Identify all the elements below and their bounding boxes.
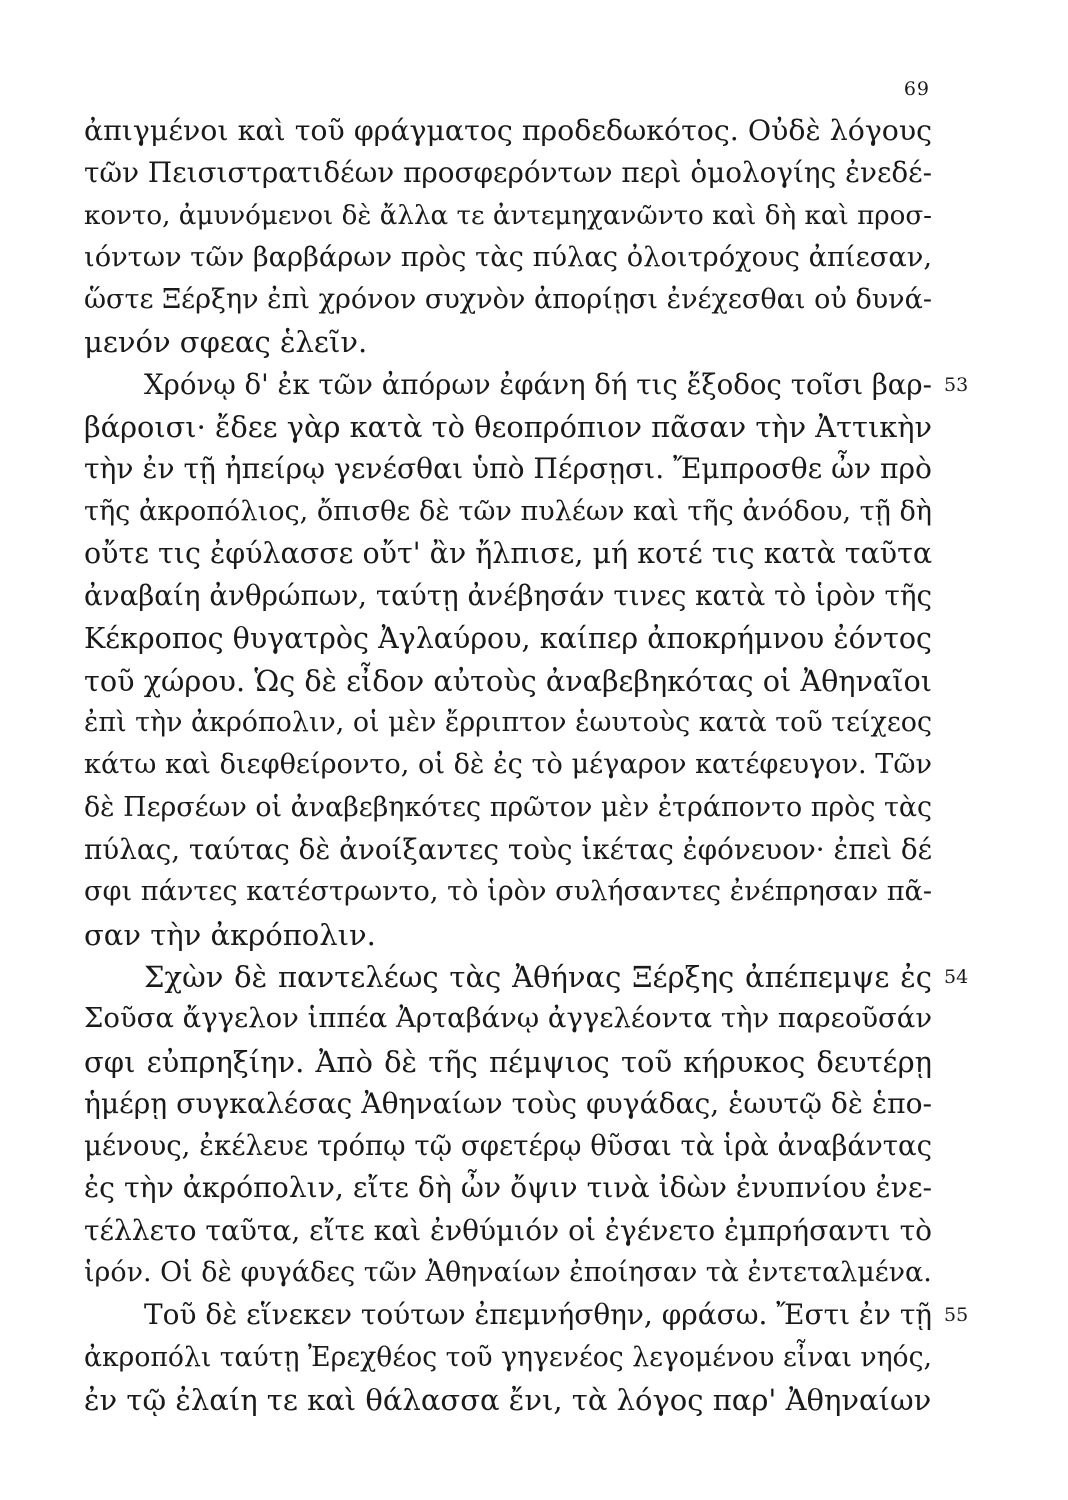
line-text: ἐς τὴν ἀκρόπολιν, εἴτε δὴ ὦν ὄψιν τινὰ ἰδὼν ἐνυπνίου ἐνε- xyxy=(84,1171,933,1205)
line-text: Σχὼν δὲ παντελέως τὰς Ἀθήνας Ξέρξης ἀπέπεμψε ἐς xyxy=(144,959,932,994)
line-text: μενόν σφεας ἑλεῖν. xyxy=(84,325,368,360)
line-text: ἀναβαίη ἀνθρώπων, ταύτῃ ἀνέβησάν τινες κατὰ τὸ ἱρὸν τῆς xyxy=(84,579,932,613)
line-text: σφι εὐπρηξίην. Ἀπὸ δὲ τῆς πέμψιος τοῦ κήρυκος δευτέρῃ xyxy=(84,1044,932,1079)
text-line xyxy=(84,1337,932,1379)
page-number: 69 xyxy=(903,78,930,100)
line-text: πύλας, ταύτας δὲ ἀνοίξαντες τοὺς ἱκέτας ἐφόνευον· ἐπεὶ δέ xyxy=(84,833,933,867)
text-line xyxy=(84,491,932,533)
line-text: ἡμέρῃ συγκαλέσας Ἀθηναίων τοὺς φυγάδας, ἑωυτῷ δὲ ἑπο- xyxy=(84,1086,933,1120)
text-line xyxy=(84,956,969,998)
line-text: τὴν ἐν τῇ ἠπείρῳ γενέσθαι ὑπὸ Πέρσῃσι. Ἔμπροσθε ὦν πρὸ xyxy=(84,452,932,486)
line-text: τῆς ἀκροπόλιος, ὄπισθε δὲ τῶν πυλέων καὶ τῆς ἀνόδου, τῇ δὴ xyxy=(84,495,932,527)
text-line xyxy=(84,1252,932,1294)
text-line xyxy=(84,195,932,237)
text-line xyxy=(84,575,932,617)
text-line xyxy=(84,787,932,829)
text-line xyxy=(84,110,932,152)
line-text: σαν τὴν ἀκρόπολιν. xyxy=(84,917,376,952)
text-line xyxy=(84,1210,932,1252)
text-line xyxy=(84,279,932,321)
line-text: ὥστε Ξέρξην ἐπὶ χρόνον συχνὸν ἀπορίῃσι ἐνέχεσθαι οὐ δυνά- xyxy=(84,284,932,316)
text-line xyxy=(84,364,969,406)
body-text xyxy=(84,110,969,1421)
text-line xyxy=(84,448,932,490)
line-text: δὲ Περσέων οἱ ἀναβεβηκότες πρῶτον μὲν ἐτράποντο πρὸς τὰς xyxy=(84,791,933,823)
line-text: Κέκροπος θυγατρὸς Ἀγλαύρου, καίπερ ἀποκρήμνου ἐόντος xyxy=(84,621,932,655)
text-line xyxy=(84,744,932,786)
text-line xyxy=(84,152,932,194)
line-text: ἀκροπόλι ταύτῃ Ἐρεχθέος τοῦ γηγενέος λεγομένου εἶναι νηός, xyxy=(84,1341,933,1373)
text-line xyxy=(84,237,932,279)
line-text: Σοῦσα ἄγγελον ἱππέα Ἀρταβάνῳ ἀγγελέοντα τὴν παρεοῦσάν xyxy=(84,1003,933,1035)
text-line xyxy=(84,618,932,660)
line-text: ιόντων τῶν βαρβάρων πρὸς τὰς πύλας ὀλοιτρόχους ἀπίεσαν, xyxy=(84,241,933,273)
text-line xyxy=(84,702,932,744)
text-line xyxy=(84,1167,932,1209)
text-line xyxy=(84,1083,932,1125)
text-line xyxy=(84,533,932,575)
line-text: μένους, ἐκέλευε τρόπῳ τῷ σφετέρῳ θῦσαι τὰ ἱρὰ ἀναβάντας xyxy=(84,1130,933,1163)
line-text: κάτω καὶ διεφθείροντο, οἱ δὲ ἐς τὸ μέγαρον κατέφευγον. Τῶν xyxy=(84,749,932,781)
section-number: 53 xyxy=(944,373,969,396)
text-line xyxy=(84,1041,932,1083)
line-text: Τοῦ δὲ εἵνεκεν τούτων ἐπεμνήσθην, φράσω. Ἔστι ἐν τῇ xyxy=(144,1298,933,1332)
text-line xyxy=(84,829,932,871)
text-line xyxy=(84,998,932,1040)
text-line xyxy=(84,1294,969,1336)
line-text: τέλλετο ταῦτα, εἴτε καὶ ἐνθύμιόν οἱ ἐγένετο ἐμπρήσαντι τὸ xyxy=(84,1213,932,1247)
line-text: ἱρόν. Οἱ δὲ φυγάδες τῶν Ἀθηναίων ἐποίησαν τὰ ἐντεταλμένα. xyxy=(84,1257,932,1289)
section-number: 54 xyxy=(944,965,969,988)
line-text: ἀπιγμένοι καὶ τοῦ φράγματος προδεδωκότος. Οὐδὲ λόγους xyxy=(84,114,933,147)
text-line xyxy=(84,1125,932,1167)
line-text: οὔτε τις ἐφύλασσε οὔτ' ἂν ἤλπισε, μή κοτέ τις κατὰ ταῦτα xyxy=(84,536,933,570)
line-text: σφι πάντες κατέστρωντο, τὸ ἱρὸν συλήσαντες ἐνέπρησαν πᾶ- xyxy=(84,876,932,908)
line-text: τοῦ χώρου. Ὡς δὲ εἶδον αὐτοὺς ἀναβεβηκότας οἱ Ἀθηναῖοι xyxy=(84,663,932,698)
text-line xyxy=(84,914,932,956)
text-line xyxy=(84,406,932,448)
line-text: ἐπὶ τὴν ἀκρόπολιν, οἱ μὲν ἔρριπτον ἑωυτοὺς κατὰ τοῦ τείχεος xyxy=(84,707,932,739)
line-text: κοντο, ἀμυνόμενοι δὲ ἄλλα τε ἀντεμηχανῶντο καὶ δὴ καὶ προσ- xyxy=(84,200,932,231)
section-number: 55 xyxy=(944,1304,969,1327)
line-text: ἐν τῷ ἐλαίη τε καὶ θάλασσα ἔνι, τὰ λόγος παρ' Ἀθηναίων xyxy=(84,1382,932,1417)
text-line xyxy=(84,321,932,363)
text-line xyxy=(84,871,932,913)
text-line xyxy=(84,660,932,702)
line-text: Χρόνῳ δ' ἐκ τῶν ἀπόρων ἐφάνη δή τις ἔξοδος τοῖσι βαρ- xyxy=(144,367,932,401)
line-text: τῶν Πεισιστρατιδέων προσφερόντων περὶ ὁμολογίης ἐνεδέ- xyxy=(84,156,932,190)
text-line xyxy=(84,1379,932,1421)
line-text: βάροισι· ἔδεε γὰρ κατὰ τὸ θεοπρόπιον πᾶσαν τὴν Ἀττικὴν xyxy=(84,410,932,445)
